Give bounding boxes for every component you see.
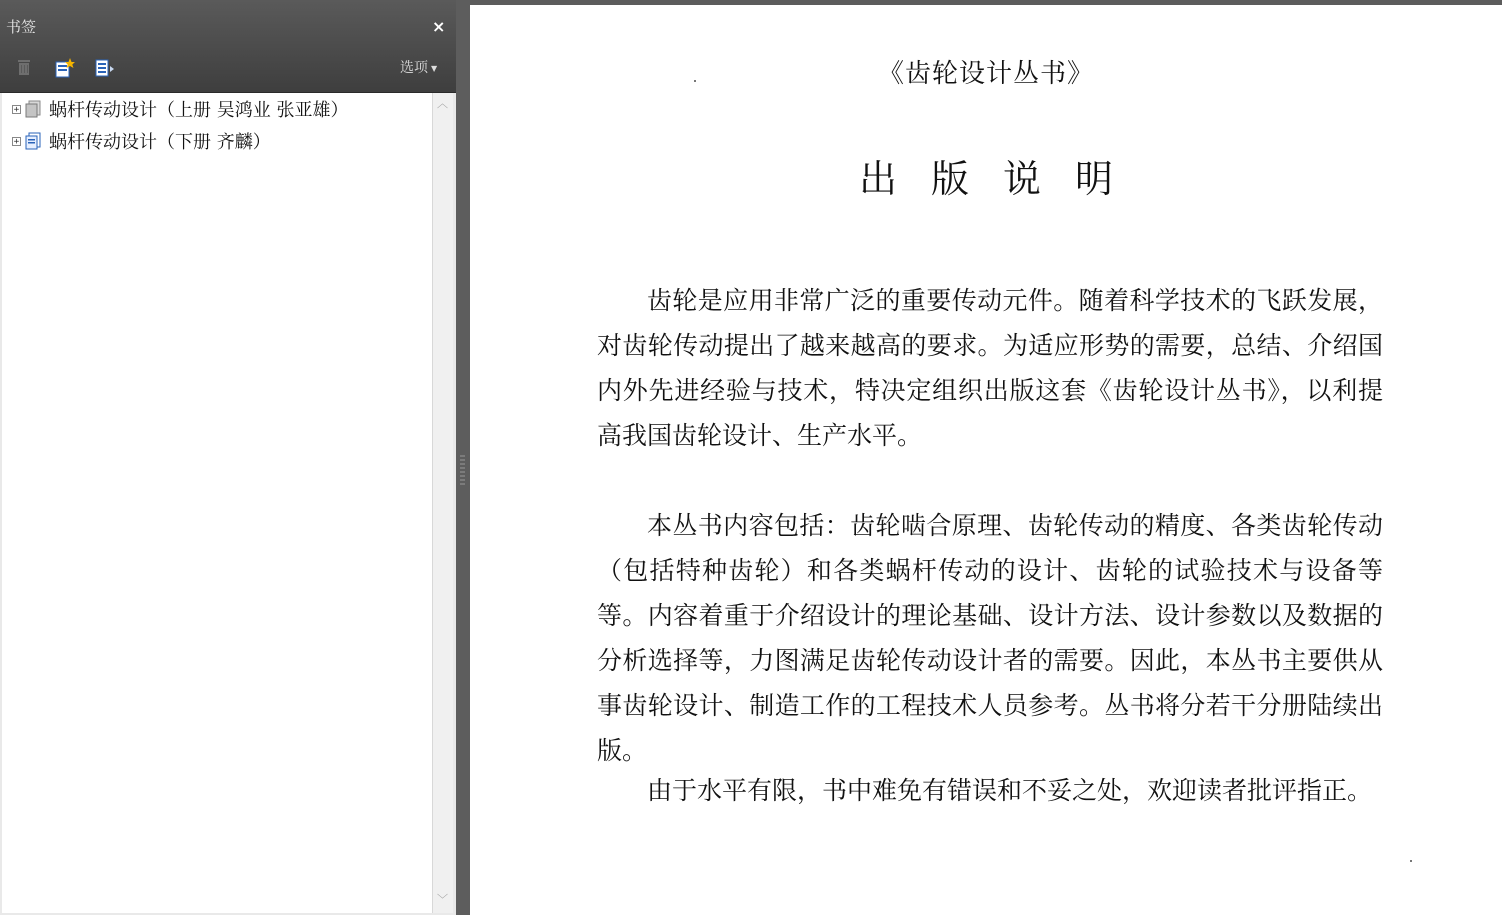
bookmark-item[interactable]	[12, 97, 348, 121]
bookmarks-panel-header	[0, 0, 456, 93]
page-heading: 出版说明	[858, 157, 1147, 201]
bookmark-item[interactable]	[12, 129, 271, 153]
bookmark-label: 蜗杆传动设计（下册 齐麟）	[49, 132, 271, 153]
bookmark-icon	[25, 100, 43, 118]
scroll-up-arrow[interactable]: ︿	[437, 97, 448, 110]
paragraph: 本丛书内容包括：齿轮啮合原理、齿轮传动的精度、各类齿轮传动（包括特种齿轮）和各类蜗杆传动的设计、齿轮的试验技术与设备等等。内容着重于介绍设计的理论基础、设计方法、设计参数以及数据的分析选择等，力图满足齿轮传动设计者的需要。因此，本丛书主要供从事齿轮设计、制造工作的工程技术人员参考。丛书将分若干分册陆续出版。	[597, 511, 1383, 765]
expand-toggle[interactable]: +	[13, 104, 20, 115]
document-page	[470, 5, 1502, 915]
expand-toggle[interactable]: +	[13, 136, 20, 147]
series-title: 《齿轮设计丛书》	[877, 59, 1094, 89]
bookmark-icon	[25, 132, 43, 150]
bookmark-scrollbar[interactable]	[432, 93, 453, 913]
panel-splitter[interactable]	[456, 0, 470, 915]
delete-bookmark-icon[interactable]	[14, 57, 34, 77]
paragraph: 齿轮是应用非常广泛的重要传动元件。随着科学技术的飞跃发展，对齿轮传动提出了越来越高的要求。为适应形势的需要，总结、介绍国内外先进经验与技术，特决定组织出版这套《齿轮设计丛书》，以利提高我国齿轮设计、生产水平。	[597, 286, 1383, 450]
options-label: 选项	[400, 60, 428, 76]
new-bookmark-icon[interactable]	[54, 57, 74, 77]
chevron-down-icon: ▼	[431, 63, 438, 73]
bookmarks-panel	[0, 0, 456, 915]
paragraph: 由于水平有限，书中难免有错误和不妥之处，欢迎读者批评指正。	[647, 776, 1373, 805]
bookmark-tree	[2, 93, 432, 913]
scan-speck	[694, 80, 696, 82]
scan-speck	[1410, 860, 1412, 862]
scroll-down-arrow[interactable]: ﹀	[437, 893, 448, 906]
options-menu[interactable]	[400, 57, 437, 77]
bookmark-label: 蜗杆传动设计（上册 吴鸿业 张亚雄）	[49, 100, 349, 121]
splitter-grip[interactable]	[460, 455, 465, 485]
panel-title: 书签	[6, 18, 37, 36]
expand-bookmark-icon[interactable]	[94, 57, 114, 77]
close-panel-button[interactable]: ×	[432, 17, 446, 36]
